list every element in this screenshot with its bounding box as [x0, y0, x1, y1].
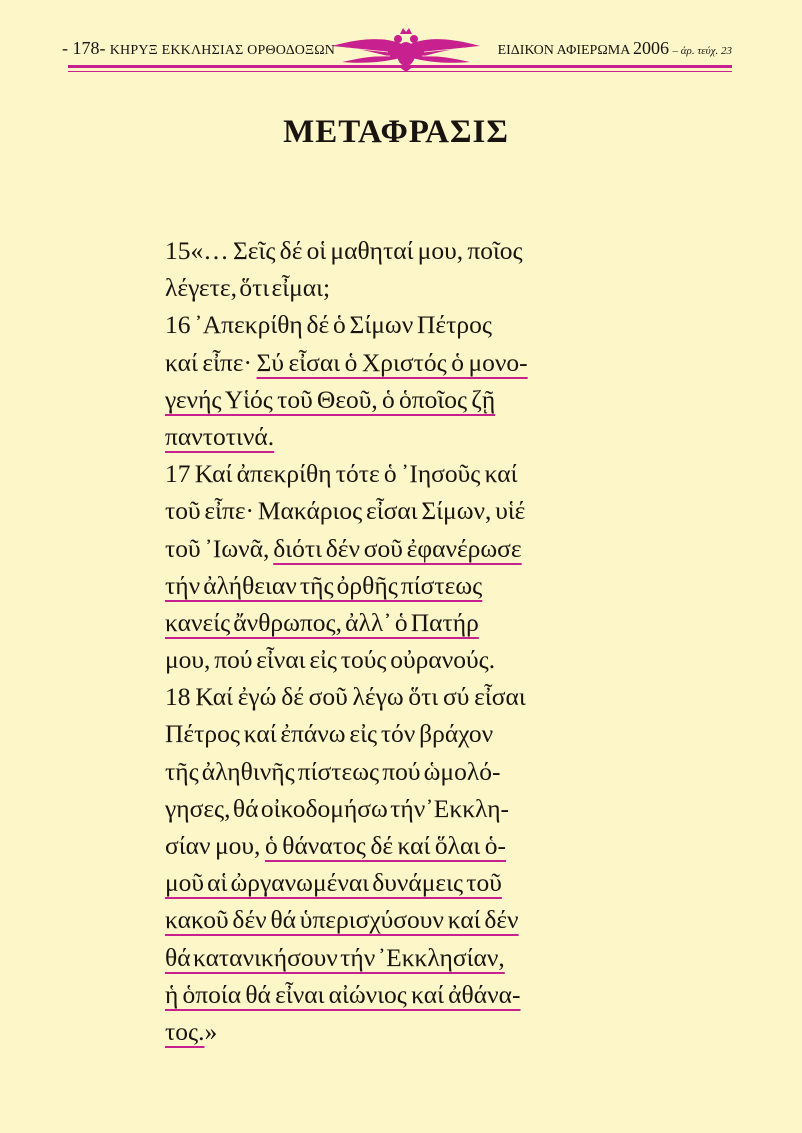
underlined-segment: παντοτινά.: [165, 421, 275, 451]
underlined-segment: θά κατανικήσουν τήν ᾿Εκκλησίαν,: [165, 942, 505, 972]
text-line: [165, 641, 640, 678]
page-number: - 178-: [62, 38, 106, 58]
text-line: [165, 715, 640, 752]
text-line: [165, 455, 640, 492]
text-segment: τῆς ἀληθινῆς πίστεως πού ὡμολό-: [165, 756, 501, 786]
text-line: [165, 901, 640, 938]
text-segment: σίαν μου,: [165, 831, 265, 860]
journal-name: ΚΗΡΥΞ ΕΚΚΛΗΣΙΑΣ ΟΡΘΟΔΟΞΩΝ: [109, 43, 336, 58]
text-line: [165, 344, 640, 381]
text-segment: τοῦ ᾿Ιωνᾶ,: [165, 533, 274, 563]
page-title: ΜΕΤΑΦΡΑΣΙΣ: [283, 114, 509, 150]
underlined-segment: διότι δέν σοῦ ἐφανέρωσε: [273, 533, 522, 563]
text-line: [165, 604, 640, 641]
text-line: [165, 492, 640, 529]
text-segment: μου, πού εἶναι εἰς τούς οὐρανούς.: [165, 645, 496, 675]
underlined-segment: ἡ ὁποία θά εἶναι αἰώνιος καί ἀθάνα-: [165, 979, 521, 1009]
text-line: [165, 269, 640, 306]
special-issue-label: ΕΙΔΙΚΟΝ ΑΦΙΕΡΩΜΑ: [497, 43, 630, 58]
issue-year: 2006: [633, 38, 670, 58]
text-segment: 16 ᾿Απεκρίθη δέ ὁ Σίμων Πέτρος: [165, 310, 492, 340]
text-segment: 17 Καί ἀπεκρίθη τότε ὁ ᾿Ιησοῦς καί: [165, 459, 518, 489]
text-segment: τοῦ εἶπε· Μακάριος εἶσαι Σίμων, υἱέ: [165, 496, 526, 526]
text-line: [165, 530, 640, 567]
text-line: [165, 381, 640, 418]
text-line: [165, 976, 640, 1013]
text-line: [165, 864, 640, 901]
text-line: [165, 939, 640, 976]
header-rule-thin: [68, 71, 732, 72]
underlined-segment: τήν ἀλήθειαν τῆς ὀρθῆς πίστεως: [165, 570, 483, 600]
text-line: [165, 790, 640, 827]
text-segment: 18 Καί ἐγώ δέ σοῦ λέγω ὅτι σύ εἶσαι: [165, 682, 526, 712]
underlined-segment: μοῦ αἱ ὠργανωμέναι δυνάμεις τοῦ: [165, 868, 502, 898]
underlined-segment: Σύ εἶσαι ὁ Χριστός ὁ μονο-: [256, 347, 528, 377]
text-line: [165, 753, 640, 790]
underlined-segment: γενής Υἱός τοῦ Θεοῦ, ὁ ὁποῖος ζῇ: [165, 384, 496, 414]
text-segment: καί εἶπε·: [165, 347, 257, 377]
text-line: [165, 232, 640, 269]
text-line: [165, 827, 640, 864]
text-line: [165, 306, 640, 343]
issue-number: – άρ. τεύχ. 23: [672, 45, 732, 57]
text-segment: »: [204, 1016, 218, 1046]
translation-text: [165, 232, 640, 1050]
text-segment: γησες, θά οἰκοδομήσω τήν᾿Εκκλη-: [165, 793, 510, 823]
header-right: [498, 38, 732, 59]
text-segment: 15«… Σεῖς δέ οἱ μαθηταί μου, ποῖος: [165, 236, 523, 265]
text-segment: Πέτρος καί ἐπάνω εἰς τόν βράχον: [165, 719, 494, 749]
underlined-segment: κακοῦ δέν θά ὑπερισχύσουν καί δέν: [165, 905, 519, 935]
text-line: [165, 418, 640, 455]
text-segment: λέγετε, ὅτι εἶμαι;: [165, 273, 331, 303]
text-line: [165, 1013, 640, 1050]
header-rule-thick: [68, 65, 732, 68]
text-line: [165, 567, 640, 604]
text-line: [165, 678, 640, 715]
underlined-segment: ὁ θάνατος δέ καί ὅλαι ὁ-: [264, 831, 507, 860]
underlined-segment: κανείς ἄνθρωπος, ἀλλ᾿ ὁ Πατήρ: [165, 607, 479, 637]
header-left: [62, 38, 335, 59]
underlined-segment: τος.: [165, 1016, 205, 1046]
